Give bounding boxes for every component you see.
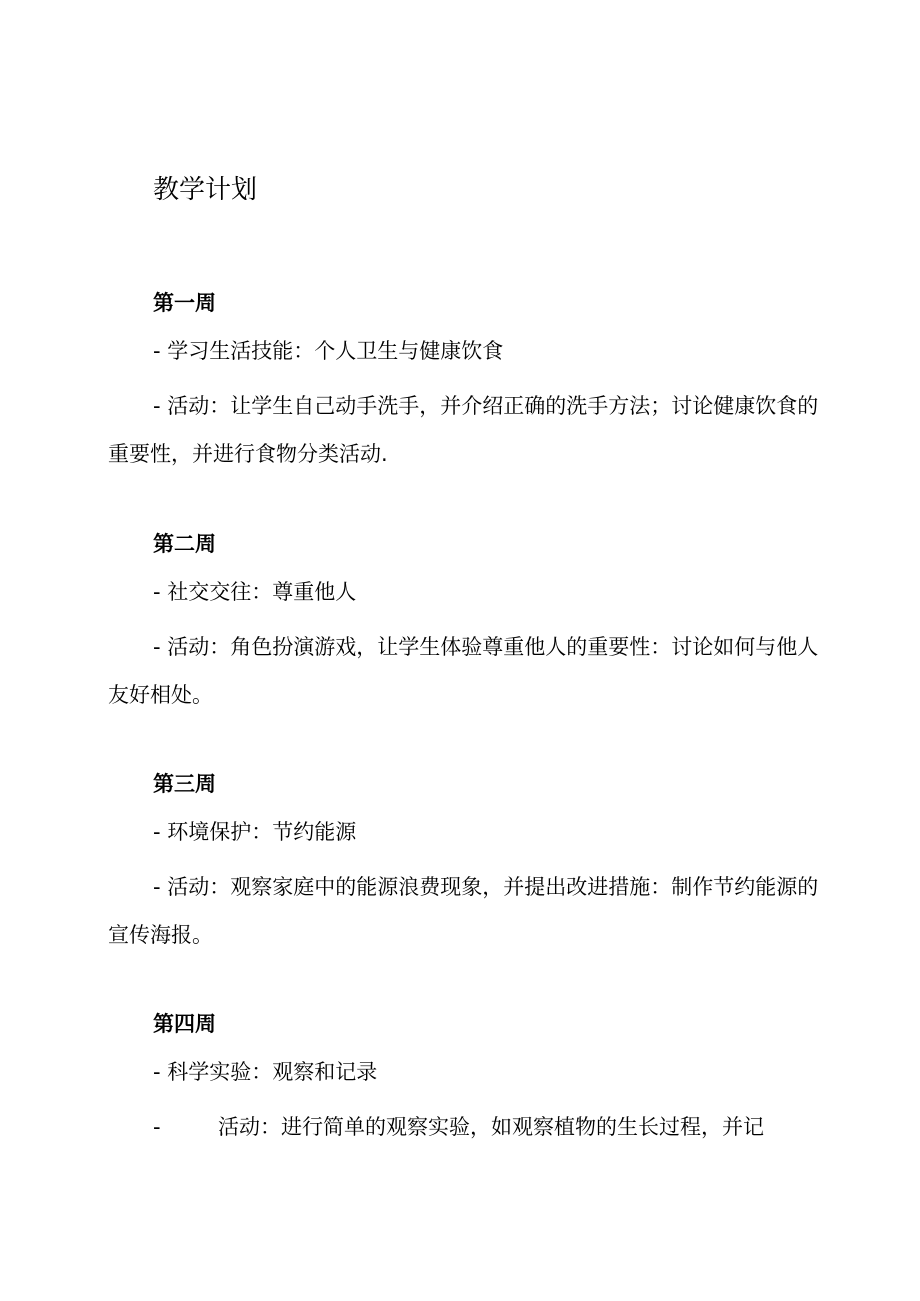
- page-title: 教学计划: [153, 175, 258, 205]
- week-heading: 第一周: [153, 291, 216, 315]
- week-activity: [153, 1103, 823, 1151]
- week-heading: 第四周: [153, 1012, 216, 1036]
- week-activity: - 活动：让学生自己动手洗手，并介绍正确的洗手方法；讨论健康饮食的重要性，并进行食物分类活动.: [108, 394, 819, 466]
- week-activity: - 活动：角色扮演游戏，让学生体验尊重他人的重要性：讨论如何与他人友好相处。: [108, 635, 819, 707]
- week-topic: - 学习生活技能：个人卫生与健康饮食: [153, 339, 504, 363]
- activity-text: 活动：进行简单的观察实验，如观察植物的生长过程，并记: [218, 1115, 764, 1139]
- week-heading: 第二周: [153, 532, 216, 556]
- week-topic: - 环境保护：节约能源: [153, 820, 357, 844]
- activity-dash: -: [153, 1115, 161, 1139]
- week-topic: - 科学实验：观察和记录: [153, 1060, 378, 1084]
- week-topic: - 社交交往：尊重他人: [153, 580, 357, 604]
- week-heading: 第三周: [153, 772, 216, 796]
- week-activity: - 活动：观察家庭中的能源浪费现象，并提出改进措施：制作节约能源的宣传海报。: [108, 875, 819, 947]
